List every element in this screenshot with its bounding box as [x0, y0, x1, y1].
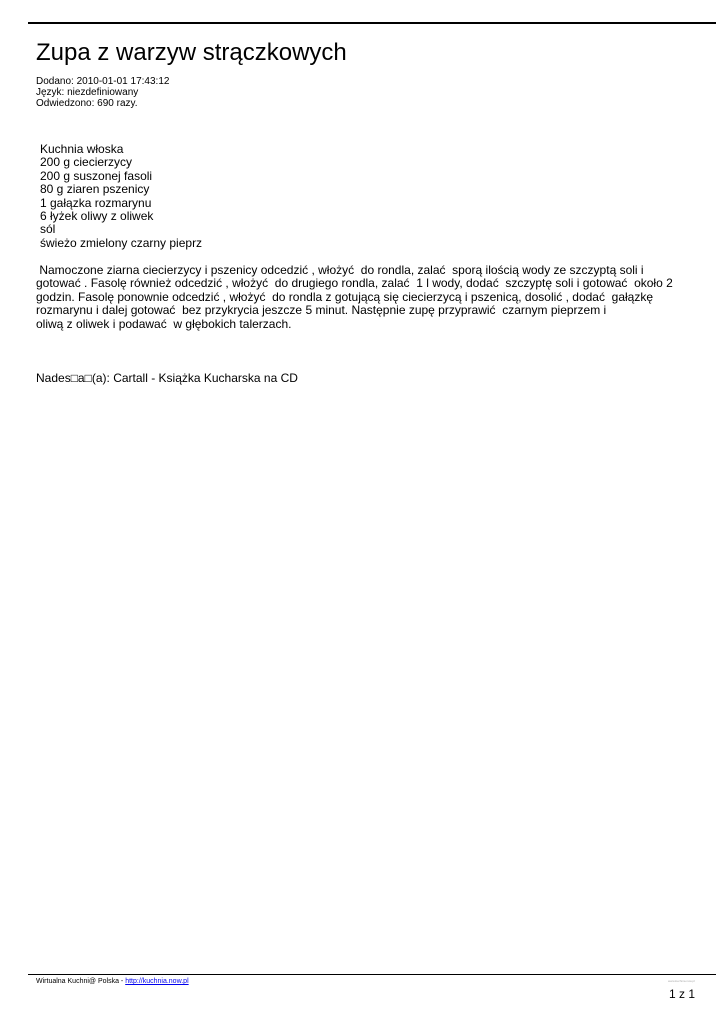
- ingredient-item: sól: [40, 222, 56, 237]
- visit-count: Odwiedzono: 690 razy.: [36, 98, 138, 109]
- sender-line: Nades□a□(a): Cartall - Książka Kucharska na CD: [36, 371, 298, 385]
- bottom-rule: [28, 974, 716, 975]
- preparation-text: [36, 264, 706, 331]
- ingredient-item: 6 łyżek oliwy z oliwek: [40, 209, 154, 224]
- top-rule: [28, 22, 716, 24]
- page-title: Zupa z warzyw strączkowych: [36, 39, 347, 66]
- preparation-line: godzin. Fasolę ponownie odcedzić , włożyć do rondla z gotującą się ciecierzycą i pszenicą, dosolić , dodać gałązkę: [36, 289, 654, 304]
- added-date: Dodano: 2010-01-01 17:43:12: [36, 76, 170, 87]
- ingredient-list: [40, 143, 202, 250]
- preparation-line: Namoczone ziarna ciecierzycy i pszenicy odcedzić , włożyć do rondla, zalać sporą ilością wody ze szczyptą soli i: [36, 263, 644, 277]
- preparation-line: rozmarynu i dalej gotować bez przykrycia jeszcze 5 minut. Następnie zupę przyprawić czarnym pieprzem i: [36, 303, 607, 318]
- ingredient-item: 200 g suszonej fasoli: [40, 168, 153, 183]
- ingredient-item: świeżo zmielony czarny pieprz: [40, 235, 203, 250]
- ingredient-item: Kuchnia włoska: [40, 142, 124, 156]
- preparation-line: gotować . Fasolę również odcedzić , włożyć do drugiego rondla, zalać 1 l wody, dodać szczyptę soli i gotować około 2: [36, 276, 673, 291]
- ingredient-item: 200 g ciecierzycy: [40, 155, 133, 170]
- language: Język: niezdefiniowany: [36, 87, 139, 98]
- recipe-meta: [36, 76, 169, 109]
- footer-site-name: Wirtualna Kuchni@ Polska -: [36, 978, 126, 985]
- preparation-line: oliwą z oliwek i podawać w głębokich talerzach.: [36, 316, 292, 331]
- page-number: 1 z 1: [668, 987, 695, 1001]
- footer-link[interactable]: http://kuchnia.now.pl: [125, 978, 189, 985]
- ingredient-item: 1 gałązka rozmarynu: [40, 195, 152, 210]
- ingredient-item: 80 g ziaren pszenicy: [40, 182, 150, 197]
- footer: [36, 977, 189, 986]
- footer-tiny-text: www.kuchnia.now.pl: [668, 979, 695, 983]
